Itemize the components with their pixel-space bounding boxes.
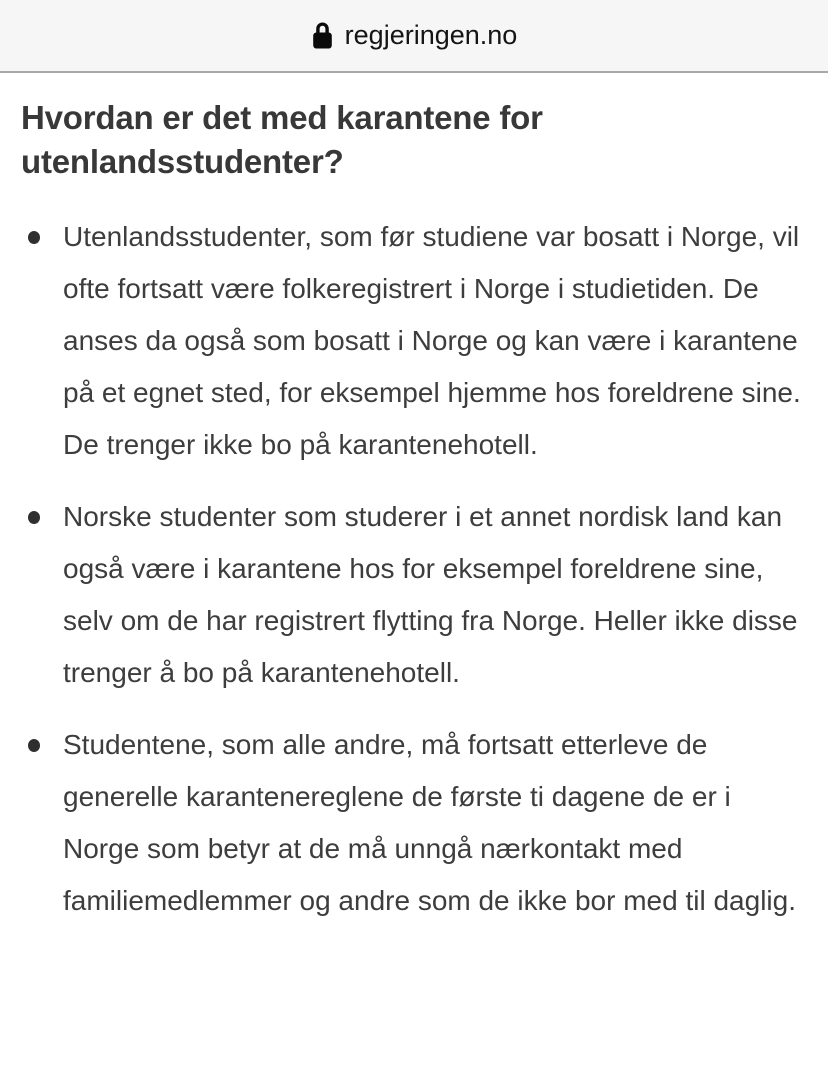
list-item — [21, 719, 807, 927]
bullet-icon — [28, 739, 40, 752]
bullet-list — [21, 211, 807, 927]
list-item-text: Norske studenter som studerer i et annet nordisk land kan også være i karantene hos for eksempel foreldrene sine, selv om de har registrert flytting fra Norge. Heller ikke disse trenger å bo på karantenehotell. — [63, 501, 798, 688]
page-title: Hvordan er det med karantene for utenlandsstudenter? — [21, 99, 543, 180]
list-item — [21, 211, 807, 471]
bullet-icon — [28, 231, 40, 244]
url-text[interactable]: regjeringen.no — [344, 20, 518, 50]
browser-url-bar[interactable] — [0, 0, 828, 73]
list-item — [21, 491, 807, 699]
lock-icon — [311, 21, 334, 50]
article-body — [0, 96, 828, 927]
list-item-text: Utenlandsstudenter, som før studiene var bosatt i Norge, vil ofte fortsatt være folkeregistrert i Norge i studietiden. De anses da også som bosatt i Norge og kan være i karantene på et egnet sted, for eksempel hjemme hos foreldrene sine. De trenger ikke bo på karantenehotell. — [63, 221, 801, 460]
list-item-text: Studentene, som alle andre, må fortsatt etterleve de generelle karantenereglene de første ti dagene de er i Norge som betyr at de må unngå nærkontakt med familiemedlemmer og andre som de ikke bor med til daglig. — [63, 729, 796, 916]
bullet-icon — [28, 511, 40, 524]
